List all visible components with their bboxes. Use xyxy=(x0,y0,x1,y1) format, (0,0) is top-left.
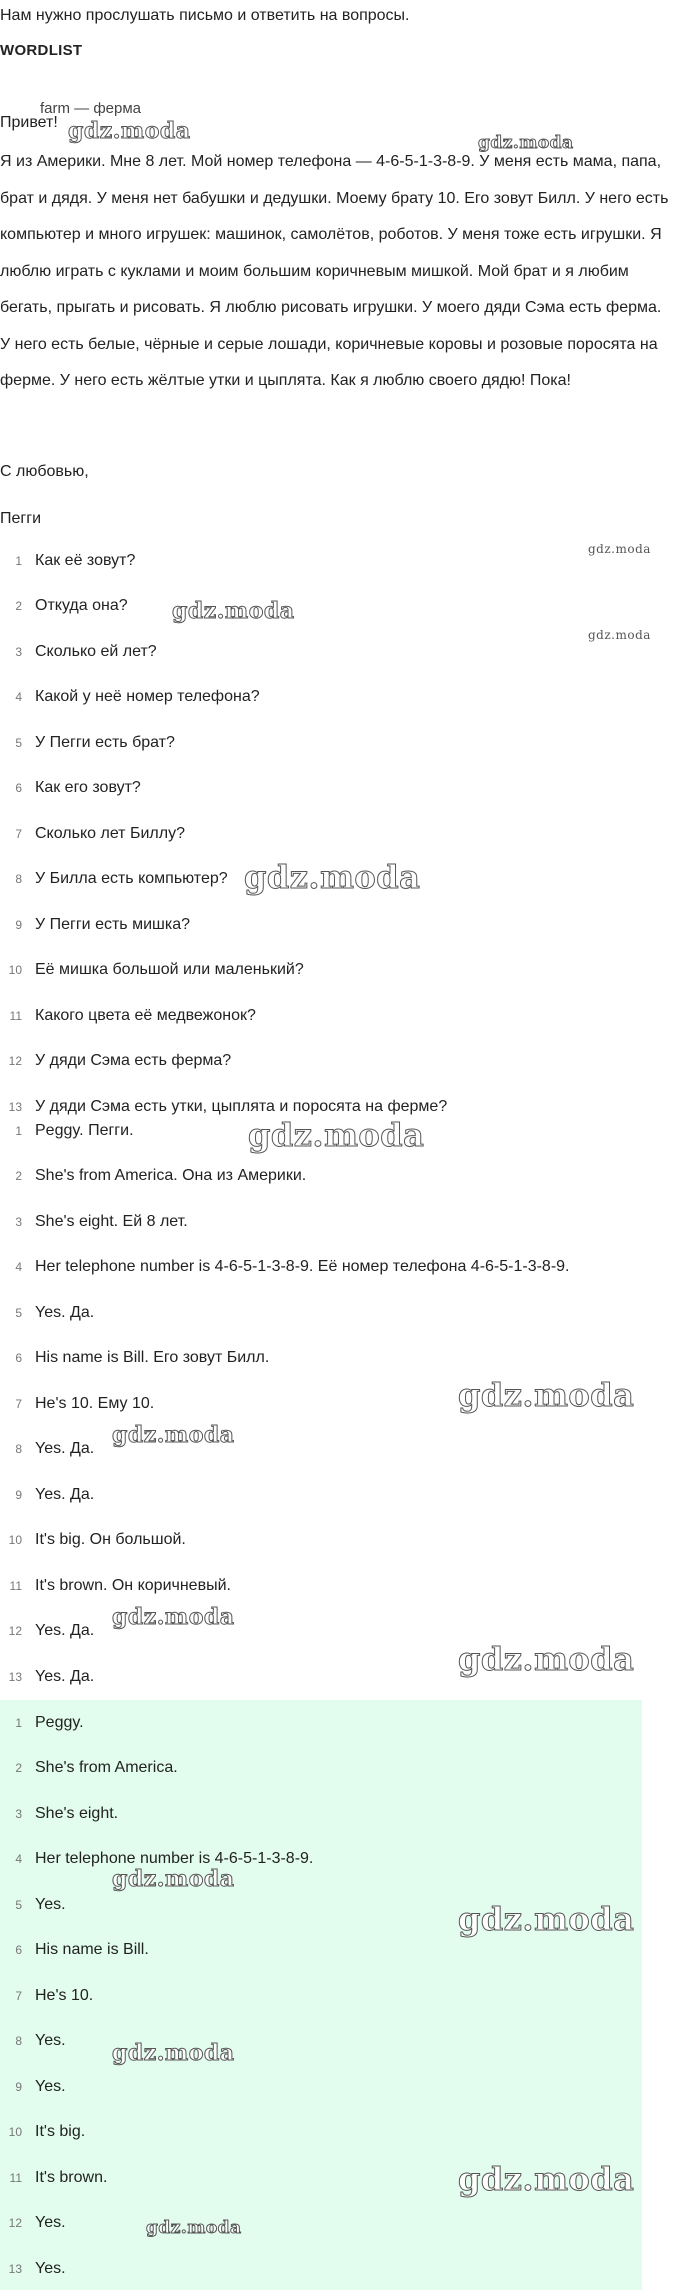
watermark-logo: gdz.moda xyxy=(68,118,191,144)
question-item xyxy=(0,948,680,994)
answer-translated-item xyxy=(0,1472,680,1518)
answer-translated-item-number: 7 xyxy=(15,1396,22,1411)
answer-english-item xyxy=(0,1837,680,1883)
answer-english-item-number: 12 xyxy=(8,2216,22,2231)
watermark-logo: gdz.moda xyxy=(112,1604,235,1630)
answer-translated-item-number: 6 xyxy=(15,1351,22,1366)
answer-english-item xyxy=(0,2064,680,2110)
watermark-logo: gdz.moda xyxy=(458,1376,635,1414)
question-item-text: Её мишка большой или маленький? xyxy=(35,961,304,979)
answer-translated-item xyxy=(0,1427,680,1473)
answer-english-item-number: 9 xyxy=(15,2079,22,2094)
question-item xyxy=(0,811,680,857)
wordlist-heading: WORDLIST xyxy=(0,42,83,59)
letter-body: Я из Америки. Мне 8 лет. Мой номер телефона — 4-6-5-1-3-8-9. У меня есть мама, папа, брат и дядя. У меня нет бабушки и дедушки. Моему брату 10. Его зовут Билл. У него есть компьютер и много игрушек: машинок, самолётов, роботов. У меня тоже есть игрушки. Я люблю играть с куклами и моим большим коричневым мишкой. Мой брат и я любим бегать, прыгать и рисовать. Я люблю рисовать игрушки. У моего дяди Сэма есть ферма. У него есть белые, чёрные и серые лошади, коричневые коровы и розовые поросята на ферме. У него есть жёлтые утки и цыплята. Как я люблю своего дядю! Пока! xyxy=(0,153,669,389)
answer-english-item-text: She's eight. xyxy=(35,1804,119,1822)
answer-english-item-number: 2 xyxy=(15,1761,22,1776)
answer-english-item-text: Yes. xyxy=(35,2032,66,2050)
answer-translated-item-number: 13 xyxy=(8,1669,22,1684)
answer-translated-item-number: 3 xyxy=(15,1214,22,1229)
question-item-text: Сколько ей лет? xyxy=(35,642,157,660)
answer-translated-item-text: Her telephone number is 4-6-5-1-3-8-9. Её номер телефона 4-6-5-1-3-8-9. xyxy=(35,1258,570,1276)
answer-english-item xyxy=(0,2246,680,2292)
answer-translated-item-number: 4 xyxy=(15,1260,22,1275)
answer-translated-item-text: She's from America. Она из Америки. xyxy=(35,1167,307,1185)
watermark-logo: gdz.moda xyxy=(458,1640,635,1678)
question-item-number: 12 xyxy=(8,1054,22,1069)
wordlist-item: farm — ферма xyxy=(40,100,142,117)
answer-english-item-text: His name is Bill. xyxy=(35,1941,149,1959)
answer-english-item-text: Yes. xyxy=(35,1895,66,1913)
question-item xyxy=(0,1039,680,1085)
watermark-logo: gdz.moda xyxy=(478,133,574,153)
question-item xyxy=(0,584,680,630)
question-item xyxy=(0,538,680,584)
answer-english-item-text: Peggy. xyxy=(35,1713,84,1731)
question-item-number: 8 xyxy=(15,872,22,887)
answer-translated-item-number: 12 xyxy=(8,1624,22,1639)
answer-english-item-text: He's 10. xyxy=(35,1986,94,2004)
answer-english-item xyxy=(0,1973,680,2019)
answer-english-item-number: 11 xyxy=(9,2170,22,2185)
question-item xyxy=(0,902,680,948)
letter-greeting: Привет! xyxy=(0,114,58,131)
answer-translated-item-text: Yes. Да. xyxy=(35,1622,95,1640)
answer-translated-item-number: 2 xyxy=(15,1169,22,1184)
watermark-logo: gdz.moda xyxy=(112,1422,235,1448)
answer-translated-item xyxy=(0,1199,680,1245)
question-item-text: Как её зовут? xyxy=(35,551,136,569)
answer-english-item-text: Yes. xyxy=(35,2077,66,2095)
question-item-text: Какой у неё номер телефона? xyxy=(35,688,260,706)
question-item-text: У дяди Сэма есть утки, цыплята и поросята на ферме? xyxy=(35,1097,448,1115)
question-item-number: 10 xyxy=(8,963,22,978)
answer-english-item-number: 13 xyxy=(8,2261,22,2276)
answer-english-item xyxy=(0,1791,680,1837)
answer-translated-item xyxy=(0,1563,680,1609)
question-item xyxy=(0,629,680,675)
question-item-text: Откуда она? xyxy=(35,597,128,615)
watermark-logo: gdz.moda xyxy=(588,628,651,642)
question-item-text: Как его зовут? xyxy=(35,779,141,797)
answer-translated-item xyxy=(0,1336,680,1382)
answer-translated-item-number: 9 xyxy=(15,1487,22,1502)
answer-english-item-text: It's big. xyxy=(35,2123,86,2141)
answer-english-item-number: 3 xyxy=(15,1806,22,1821)
answer-translated-item-number: 11 xyxy=(9,1578,22,1593)
watermark-logo: gdz.moda xyxy=(112,1866,235,1892)
question-item-number: 6 xyxy=(15,781,22,796)
answer-english-item-number: 4 xyxy=(15,1852,22,1867)
question-item xyxy=(0,766,680,812)
watermark-logo: gdz.moda xyxy=(458,2160,635,2198)
answer-translated-item-text: She's eight. Ей 8 лет. xyxy=(35,1212,188,1230)
answer-translated-item-text: Yes. Да. xyxy=(35,1303,95,1321)
answer-translated-item xyxy=(0,1290,680,1336)
question-item-number: 4 xyxy=(15,690,22,705)
answers-english-list xyxy=(0,1700,680,2292)
question-item-number: 1 xyxy=(15,553,22,568)
question-item-text: У Пегги есть мишка? xyxy=(35,915,190,933)
question-item-text: У Билла есть компьютер? xyxy=(35,870,228,888)
answer-english-item xyxy=(0,2110,680,2156)
answer-translated-item-text: He's 10. Ему 10. xyxy=(35,1394,155,1412)
watermark-logo: gdz.moda xyxy=(248,1116,425,1154)
watermark-logo: gdz.moda xyxy=(172,598,295,624)
answer-translated-item xyxy=(0,1518,680,1564)
answer-english-item-text: She's from America. xyxy=(35,1759,178,1777)
answer-translated-item-text: Yes. Да. xyxy=(35,1667,95,1685)
question-item xyxy=(0,675,680,721)
answer-english-item-number: 5 xyxy=(15,1897,22,1912)
question-item-number: 11 xyxy=(9,1008,22,1023)
answer-translated-item-text: His name is Bill. Его зовут Билл. xyxy=(35,1349,270,1367)
answer-english-item-number: 8 xyxy=(15,2034,22,2049)
answer-english-item xyxy=(0,2019,680,2065)
questions-list xyxy=(0,538,680,1130)
answer-translated-item-number: 1 xyxy=(15,1123,22,1138)
answer-translated-item-text: It's brown. Он коричневый. xyxy=(35,1576,231,1594)
question-item-text: Сколько лет Биллу? xyxy=(35,824,185,842)
question-item-text: У Пегги есть брат? xyxy=(35,733,175,751)
answer-translated-item xyxy=(0,1154,680,1200)
answer-english-item xyxy=(0,2201,680,2247)
answer-translated-item xyxy=(0,1245,680,1291)
answer-english-item-number: 6 xyxy=(15,1943,22,1958)
question-item-text: У дяди Сэма есть ферма? xyxy=(35,1052,232,1070)
question-item xyxy=(0,993,680,1039)
watermark-logo: gdz.moda xyxy=(588,542,651,556)
answer-english-item xyxy=(0,1746,680,1792)
answer-english-item-number: 1 xyxy=(15,1715,22,1730)
answer-english-item xyxy=(0,1700,680,1746)
question-item-number: 9 xyxy=(15,917,22,932)
question-item-number: 5 xyxy=(15,735,22,750)
watermark-logo: gdz.moda xyxy=(112,2040,235,2066)
answer-english-item-number: 10 xyxy=(8,2125,22,2140)
answer-english-item-text: It's brown. xyxy=(35,2168,108,2186)
answer-translated-item-number: 5 xyxy=(15,1305,22,1320)
task-intro: Нам нужно прослушать письмо и ответить на вопросы. xyxy=(0,7,410,24)
question-item-number: 13 xyxy=(8,1099,22,1114)
question-item xyxy=(0,720,680,766)
answer-english-item-text: Her telephone number is 4-6-5-1-3-8-9. xyxy=(35,1850,314,1868)
letter-signature: Пегги xyxy=(0,510,42,527)
question-item-number: 2 xyxy=(15,599,22,614)
answer-translated-item-text: Yes. Да. xyxy=(35,1485,95,1503)
answer-translated-item-text: Yes. Да. xyxy=(35,1440,95,1458)
watermark-logo: gdz.moda xyxy=(244,858,421,896)
answer-translated-item-text: It's big. Он большой. xyxy=(35,1531,186,1549)
answer-english-item-text: Yes. xyxy=(35,2259,66,2277)
answer-english-item-text: Yes. xyxy=(35,2214,66,2232)
question-item-number: 3 xyxy=(15,644,22,659)
answer-english-item-number: 7 xyxy=(15,1988,22,2003)
watermark-logo: gdz.moda xyxy=(146,2218,242,2238)
question-item-number: 7 xyxy=(15,826,22,841)
answer-translated-item-number: 10 xyxy=(8,1533,22,1548)
watermark-logo: gdz.moda xyxy=(458,1900,635,1938)
letter-closing: С любовью, xyxy=(0,463,89,480)
answer-translated-item-number: 8 xyxy=(15,1442,22,1457)
question-item-text: Какого цвета её медвежонок? xyxy=(35,1006,256,1024)
answer-translated-item-text: Peggy. Пегги. xyxy=(35,1121,134,1139)
